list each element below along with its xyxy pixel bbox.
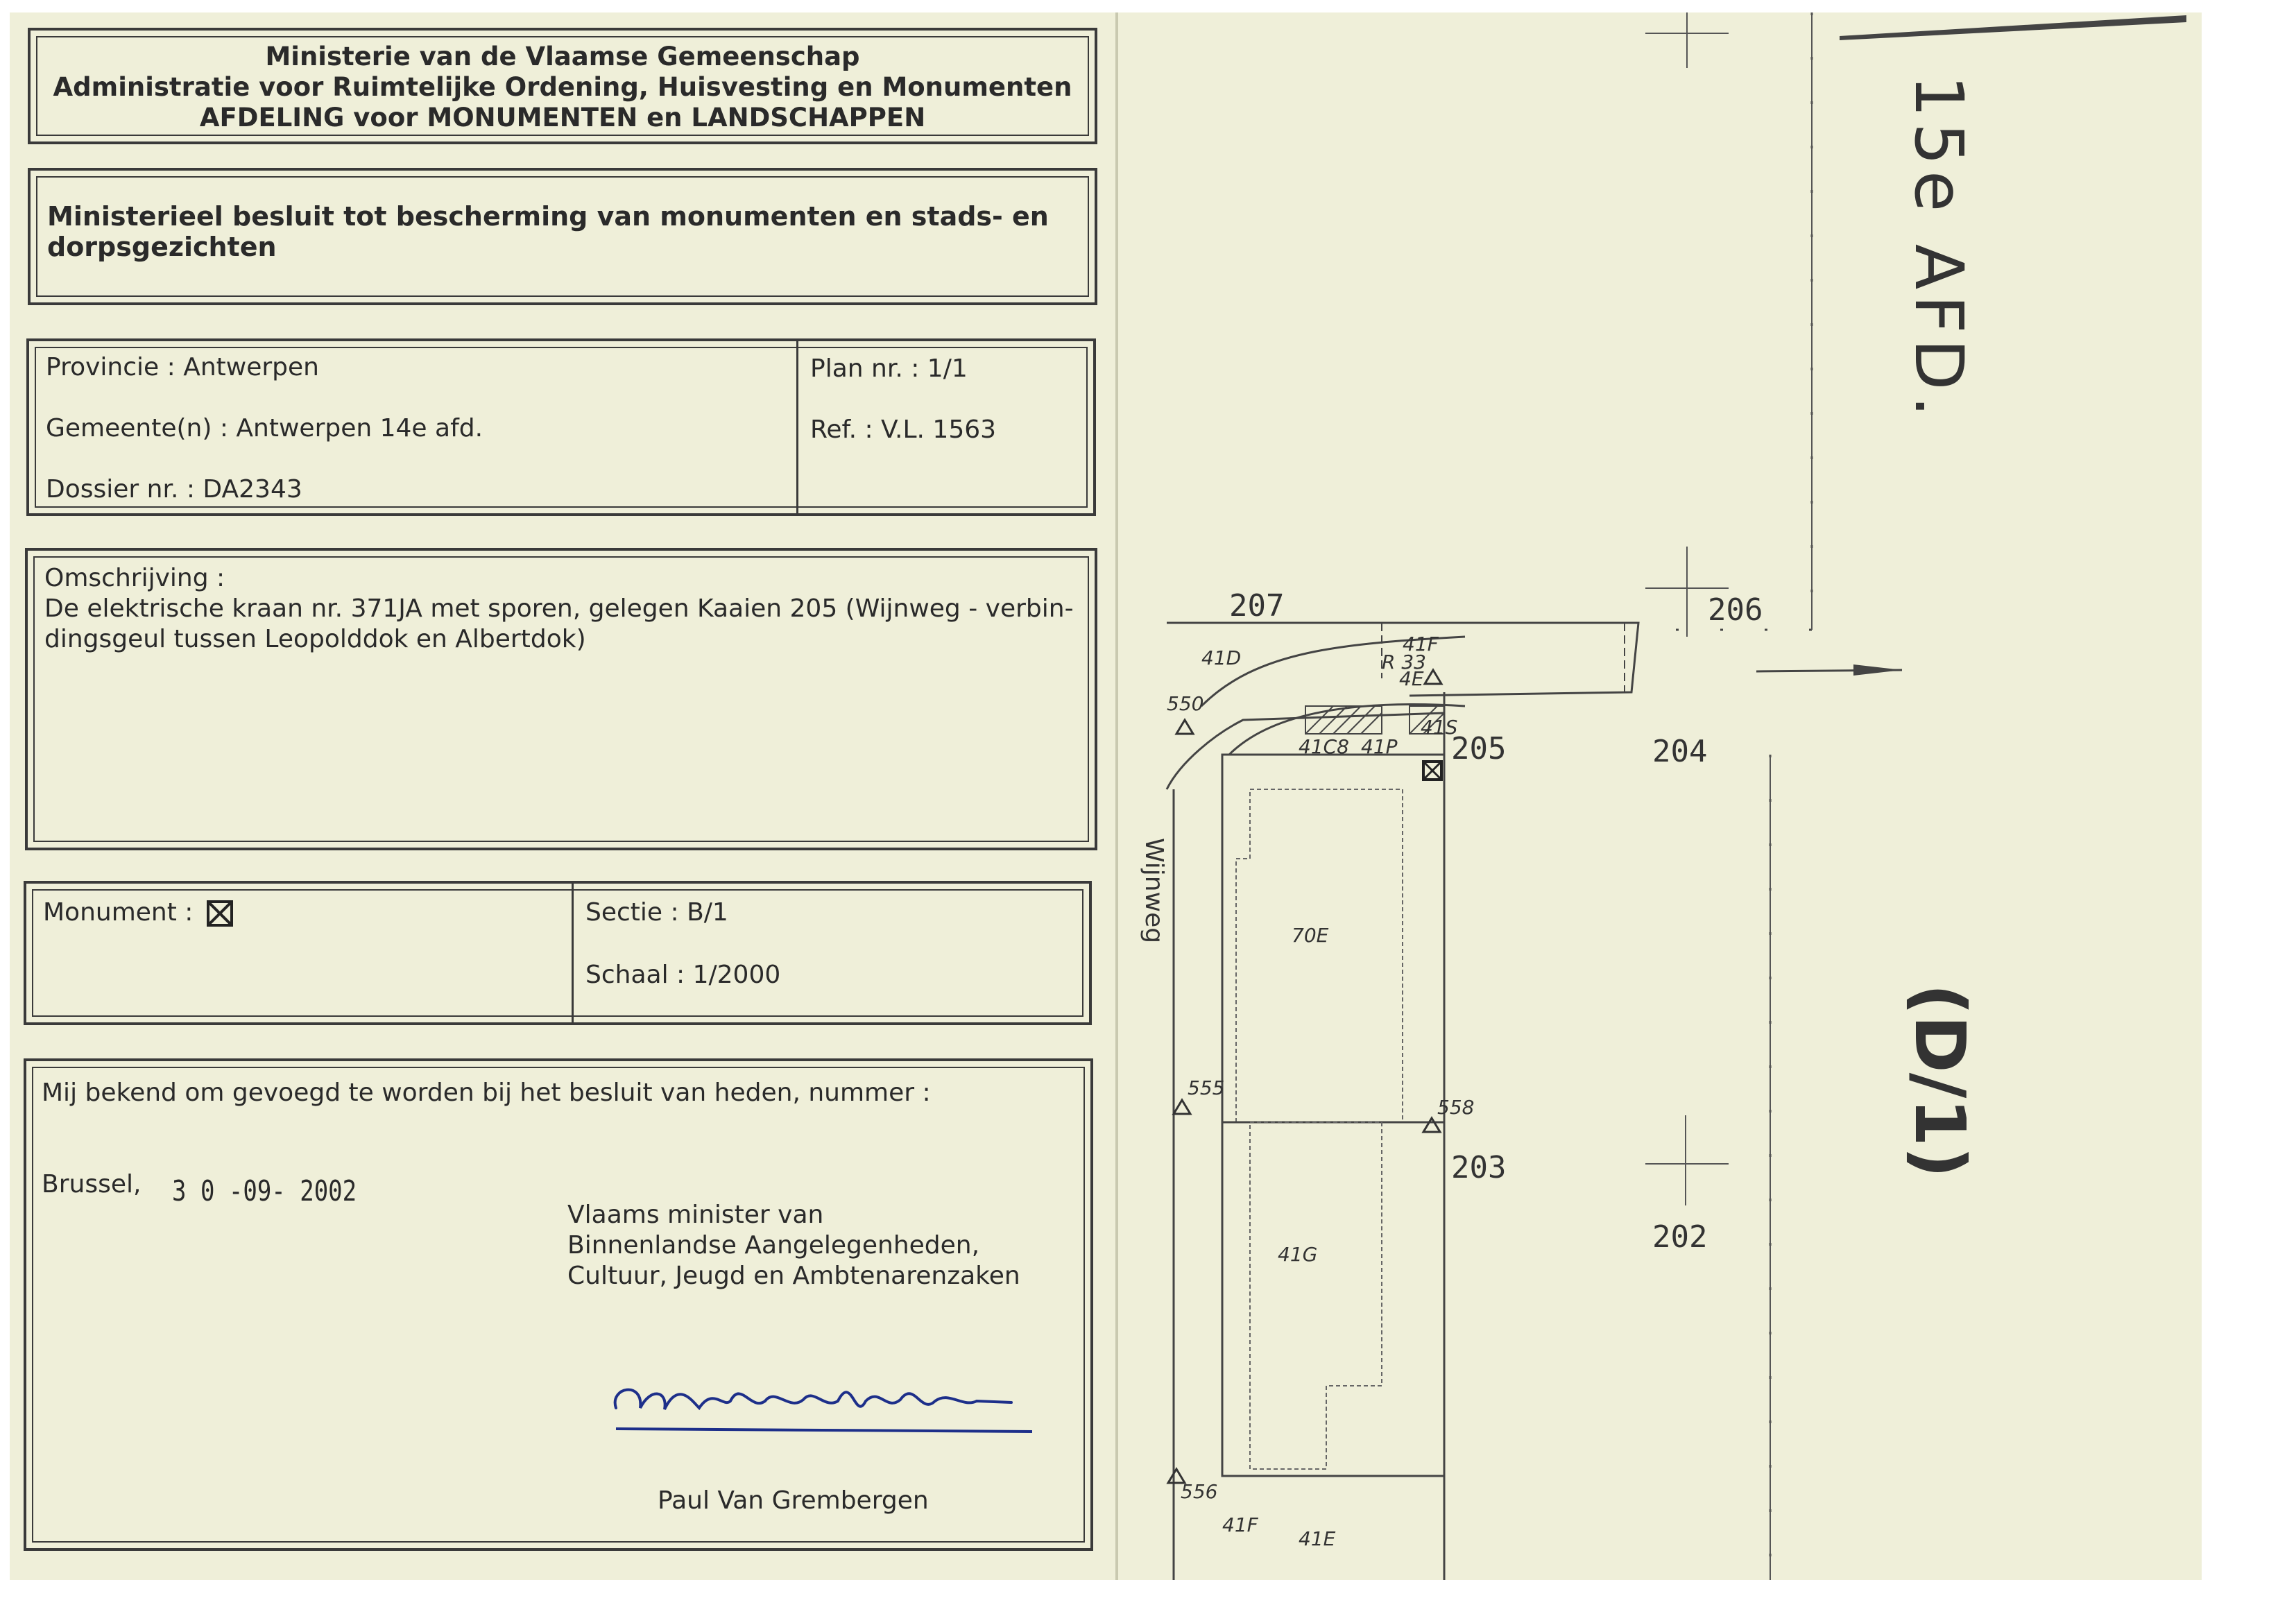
ref-field: Ref. : V.L. 1563	[810, 415, 997, 444]
info-divider	[796, 341, 798, 513]
label-41e: 41E	[1299, 1527, 1336, 1550]
point-550: 550	[1167, 692, 1204, 715]
schaal-field: Schaal : 1/2000	[585, 961, 781, 989]
parcel-204: 204	[1652, 734, 1708, 769]
label-70e: 70E	[1292, 924, 1329, 947]
signatory-name: Paul Van Grembergen	[658, 1486, 929, 1515]
point-555: 555	[1188, 1076, 1225, 1099]
parcel-202: 202	[1652, 1219, 1708, 1255]
signature-box	[24, 1058, 1093, 1551]
north-arrow	[1840, 15, 2186, 40]
monument-checkbox-checked	[207, 900, 233, 927]
street-name-wijnweg: Wijnweg	[1140, 838, 1168, 944]
place-label: Brussel,	[42, 1170, 142, 1199]
parcel-203: 203	[1451, 1150, 1507, 1185]
handwritten-signature	[602, 1359, 1046, 1443]
sectie-field: Sectie : B/1	[585, 898, 728, 927]
dotted-boundary	[1645, 12, 1812, 1580]
classification-divider	[572, 884, 574, 1022]
gemeente-field: Gemeente(n) : Antwerpen 14e afd.	[46, 414, 483, 443]
label-41f-lower: 41F	[1222, 1513, 1258, 1536]
label-4e: 4E	[1399, 667, 1424, 690]
ministry-name: Ministerie van de Vlaamse Gemeenschap	[265, 42, 860, 71]
ministry-header-box	[28, 28, 1097, 144]
date-stamp: 3 0 -09- 2002	[172, 1175, 357, 1208]
decree-title-box	[28, 168, 1097, 305]
point-556: 556	[1181, 1480, 1218, 1503]
signature-intro: Mij bekend om gevoegd te worden bij het besluit van heden, nummer :	[42, 1079, 931, 1107]
plan-field: Plan nr. : 1/1	[810, 354, 968, 383]
monument-label: Monument :	[43, 898, 194, 927]
department-name: AFDELING voor MONUMENTEN en LANDSCHAPPEN	[199, 103, 926, 132]
decree-title-line2: dorpsgezichten	[47, 232, 277, 262]
east-arrow-head	[1853, 664, 1902, 676]
label-41c8: 41C8	[1299, 735, 1349, 758]
label-41f: 41F	[1403, 633, 1439, 655]
parcel-207: 207	[1229, 588, 1285, 624]
description-label: Omschrijving :	[44, 564, 225, 592]
description-line2: dingsgeul tussen Leopolddok en Albertdok)	[44, 625, 586, 653]
parcel-205: 205	[1451, 731, 1507, 766]
parcel-206: 206	[1708, 592, 1763, 628]
cadastral-map	[1118, 12, 2202, 1580]
administration-name: Administratie voor Ruimtelijke Ordening, Huisvesting en Monumenten	[53, 72, 1072, 102]
label-41g: 41G	[1278, 1243, 1318, 1266]
monument-field	[43, 898, 233, 928]
provincie-field: Provincie : Antwerpen	[46, 353, 319, 381]
minister-title-line3: Cultuur, Jeugd en Ambtenarenzaken	[567, 1262, 1020, 1290]
description-line1: De elektrische kraan nr. 371JA met sporen, gelegen Kaaien 205 (Wijnweg - verbin-	[44, 594, 1074, 623]
decree-title-line1: Ministerieel besluit tot bescherming van monumenten en stads- en	[47, 201, 1049, 232]
file-info-box	[26, 338, 1096, 516]
description-box	[25, 548, 1097, 850]
point-558: 558	[1437, 1096, 1475, 1119]
label-41d: 41D	[1201, 646, 1242, 669]
section-title: 15e AFD.	[1900, 75, 1978, 423]
dossier-field: Dossier nr. : DA2343	[46, 475, 302, 504]
minister-title-line2: Binnenlandse Aangelegenheden,	[567, 1231, 980, 1260]
road-r33: R 33	[1382, 651, 1426, 673]
section-code: (D/1)	[1899, 984, 1980, 1178]
classification-box	[24, 881, 1092, 1025]
label-41p: 41P	[1361, 735, 1398, 758]
minister-title-line1: Vlaams minister van	[567, 1201, 824, 1229]
label-41s: 41S	[1421, 716, 1458, 739]
